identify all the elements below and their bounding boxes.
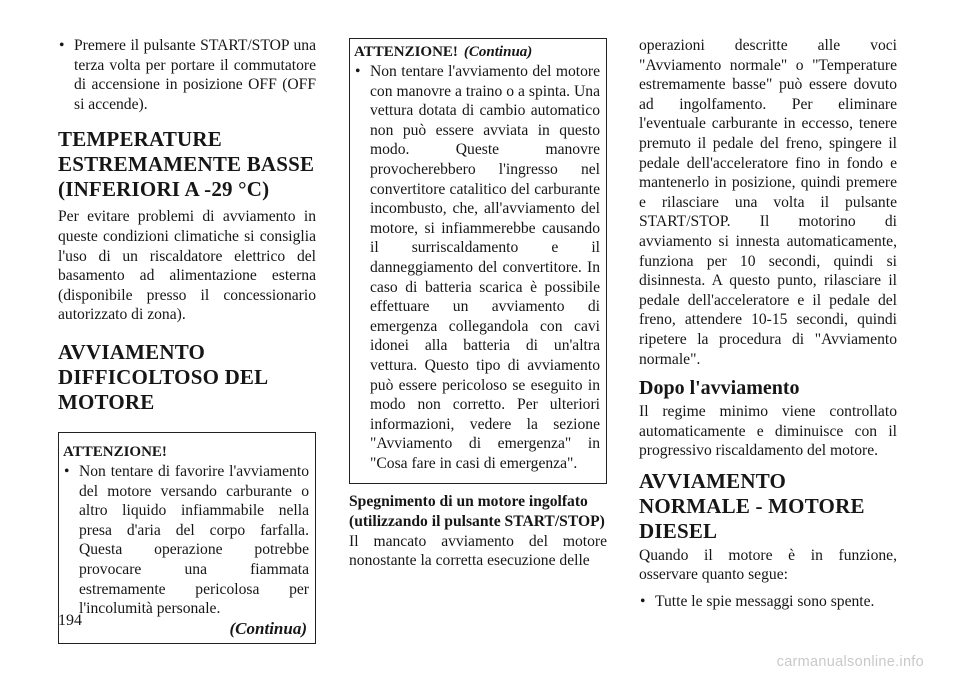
- column-middle: [349, 36, 607, 571]
- warning-bullet-fuel: • Non tentare di favorire l'avviamento del motore versando carburante o altro liquido infiammabile nella presa d'aria del corpo farfalla. Questa operazione potrebbe provocare una fiammata estremamente pericolosa per l'incolumità personale.: [63, 462, 309, 619]
- warning-bullet-towing: • Non tentare l'avviamento del motore con manovre a traino o a spinta. Una vettura dotata di cambio automatico non può essere avviata in questo modo. Queste manovre provocherebbero l'ingresso nel convertitore catalitico del carburante incombusto, che, all'avviamento del motore, si infiammerebbe causando il surriscaldamento e il danneggiamento del convertitore. In caso di batteria scarica è possibile effettuare un avviamento di emergenza collegandola con cavi idonei alla batteria di un'altra vettura. Questo tipo di avviamento può essere pericoloso se eseguito in modo non corretto. Per ulteriori informazioni, vedere la sezione "Avviamento di emergenza" in "Cosa fare in casi di emergenza".: [354, 62, 600, 479]
- paragraph-flooded-engine-continued: operazioni descritte alle voci "Avviamento normale" o "Temperature estremamente basse" può essere dovuto ad ingolfamento. Per eliminare l'eventuale carburante in eccesso, tenere premuto il pedale del freno, spingere il pedale dell'acceleratore fino in fondo e mantenerlo in posizione, quindi premere e rilasciare una volta il pulsante START/STOP. Il motorino di avviamento si innesta automaticamente, funziona per 10 secondi, quindi si disinnesta. A questo punto, rilasciare il pedale dell'acceleratore e il pedale del freno, attendere 10-15 secondi, quindi ripetere la procedura di "Avviamento normale".: [639, 37, 897, 368]
- page-number: 194: [58, 612, 82, 629]
- watermark: carmanualsonline.info: [776, 654, 924, 670]
- paragraph-after-start: Il regime minimo viene controllato automaticamente e diminuisce con il progressivo riscaldamento del motore.: [639, 403, 897, 460]
- warning-continued-label: (Continua): [463, 44, 533, 60]
- warning-title-continued: [354, 43, 600, 62]
- warning-title: ATTENZIONE!: [63, 443, 167, 460]
- heading-after-start: Dopo l'avviamento: [639, 377, 800, 400]
- warning-title: ATTENZIONE!: [354, 44, 458, 60]
- paragraph-diesel-start: Quando il motore è in funzione, osservare quanto segue:: [639, 546, 897, 584]
- heading-diesel-start: AVVIAMENTO NORMALE - MOTORE DIESEL: [639, 468, 865, 543]
- column-left: [58, 36, 316, 644]
- paragraph-extreme-temperatures: Per evitare problemi di avviamento in queste condizioni climatiche si consiglia l'uso di un riscaldatore elettrico del basamento ad alimentazione esterna (disponibile presso il concessionario autorizzato di zona).: [58, 208, 316, 324]
- column-right: [639, 36, 897, 612]
- warning-box-towing: [349, 38, 607, 484]
- heading-extreme-temperatures: TEMPERATURE ESTREMAMENTE BASSE (INFERIORI A -29 °C): [58, 127, 315, 202]
- warning-box-fuel: [58, 432, 316, 644]
- heading-difficult-start: AVVIAMENTO DIFFICOLTOSO DEL MOTORE: [58, 339, 268, 414]
- bullet-start-stop-off: • Premere il pulsante START/STOP una terza volta per portare il commutatore di accensione in posizione OFF (OFF si accende).: [58, 36, 316, 114]
- paragraph-flooded-engine-start: Il mancato avviamento del motore nonostante la corretta esecuzione delle: [349, 532, 607, 570]
- heading-flooded-engine: Spegnimento di un motore ingolfato (utilizzando il pulsante START/STOP): [349, 493, 605, 531]
- bullet-warning-lights-off: • Tutte le spie messaggi sono spente.: [639, 592, 897, 612]
- continued-label: (Continua): [229, 618, 307, 638]
